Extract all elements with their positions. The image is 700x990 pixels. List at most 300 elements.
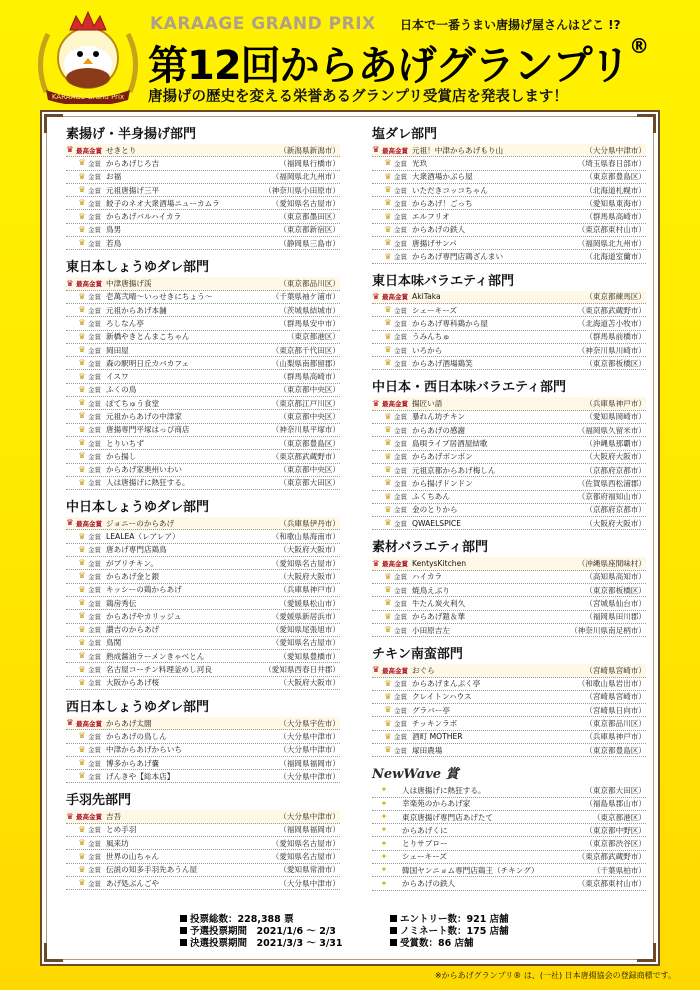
top-gold-badge: [66, 279, 106, 288]
shop-location: （愛知県尾張旭市）: [271, 625, 340, 635]
gold-badge: [372, 746, 412, 755]
badge-label: 金賞: [394, 333, 407, 342]
winner-row: [372, 864, 646, 877]
winner-row: [372, 811, 646, 824]
badge-label: 金賞: [394, 306, 407, 315]
trophy-icon: ♛: [66, 518, 74, 528]
winner-row: [372, 824, 646, 837]
subtitle-jp: 日本で一番うまい唐揚げ屋さんはどこ !?: [400, 18, 621, 32]
crown-icon: ♛: [384, 598, 392, 608]
winner-row: [66, 450, 340, 463]
winner-row: [66, 650, 340, 663]
shop-location: （東京都港区）: [592, 812, 646, 822]
crown-icon: ♛: [78, 371, 86, 381]
crown-icon: ♛: [384, 318, 392, 328]
top-gold-badge: [372, 666, 412, 675]
badge-label: 最高金賞: [76, 146, 102, 155]
shop-location: （千葉県柏市）: [592, 865, 646, 875]
crown-icon: ♛: [78, 731, 86, 741]
badge-label: 金賞: [394, 466, 407, 475]
shop-location: （福岡県北九州市）: [271, 172, 340, 182]
winner-row: [372, 304, 646, 317]
shop-name: 熟成醤油ラーメンきゃべとん: [106, 651, 205, 661]
gold-badge: [372, 439, 412, 448]
badge-label: 金賞: [88, 412, 101, 421]
gold-badge: [372, 679, 412, 688]
crown-icon: ♛: [384, 251, 392, 261]
shop-name: 元祖からあげ本舗: [106, 305, 167, 315]
winner-row: [372, 477, 646, 490]
shop-name: 島唄ライブ居酒屋結歌: [412, 438, 488, 448]
shop-name: 中津唐揚げ渓: [106, 279, 152, 289]
winner-row: [66, 864, 340, 877]
shop-location: （兵庫県神戸市）: [585, 732, 646, 742]
shop-location: （神奈川県川崎市）: [577, 345, 646, 355]
shop-name: 大衆酒場かぶら屋: [412, 172, 473, 182]
shop-name: 小田原吉左: [412, 625, 450, 635]
shop-name: からあげ！ごっち: [412, 198, 473, 208]
gold-badge: [66, 478, 106, 487]
crown-icon: ♛: [384, 691, 392, 701]
shop-name: ぽてちゅう食堂: [106, 398, 160, 408]
award-category: [372, 273, 646, 371]
badge-label: 金賞: [394, 680, 407, 689]
badge-label: 最高金賞: [76, 813, 102, 822]
shop-name: 壱萬弐晴～いっせきにちょう～: [106, 292, 213, 302]
winner-row: [372, 704, 646, 717]
shop-name: 伝説の知多手羽先あうん屋: [106, 865, 198, 875]
award-category: [372, 646, 646, 757]
left-column: [66, 126, 340, 899]
newwave-badge: [372, 800, 402, 808]
top-gold-badge: [66, 519, 106, 528]
shop-name: KentysKitchen: [412, 559, 467, 569]
gold-badge: [66, 612, 106, 621]
winner-row: [66, 370, 340, 383]
shop-location: （東京都中央区）: [279, 465, 340, 475]
crown-icon: ♛: [384, 718, 392, 728]
newwave-badge: [372, 813, 402, 821]
shop-name: からあげくに: [402, 825, 448, 835]
winner-row: [372, 291, 646, 304]
winner-row: [66, 410, 340, 423]
star-icon: ✦: [380, 812, 388, 822]
gold-badge: [66, 532, 106, 541]
trophy-icon: ♛: [372, 291, 380, 301]
crown-icon: ♛: [78, 158, 86, 168]
gold-badge: [66, 199, 106, 208]
shop-name: からあげ酒場鶏笑: [412, 358, 473, 368]
shop-name: からあげ鎧＆華: [412, 612, 466, 622]
badge-label: 金賞: [394, 506, 407, 515]
page-title: [148, 34, 648, 91]
category-title: NewWave 賞: [372, 767, 459, 783]
shop-location: （東京都中央区）: [279, 385, 340, 395]
shop-location: （大分県中津市）: [279, 771, 340, 781]
shop-location: （東京都千代田区）: [271, 345, 340, 355]
shop-name: あげ処ぶんごや: [106, 878, 160, 888]
winner-row: [66, 331, 340, 344]
winner-row: [66, 277, 340, 290]
crown-icon: ♛: [384, 425, 392, 435]
winner-row: [372, 504, 646, 517]
award-category: [66, 126, 340, 250]
shop-name: ジョニーのからあげ: [106, 518, 175, 528]
gold-badge: [66, 385, 106, 394]
shop-name: お福: [106, 172, 122, 182]
gold-badge: [372, 412, 412, 421]
winner-row: [372, 744, 646, 757]
shop-location: （大分県中津市）: [585, 145, 646, 155]
gold-badge: [372, 572, 412, 581]
shop-location: （大阪府大阪市）: [585, 518, 646, 528]
shop-name: 東京唐揚げ専門店あげたて: [402, 812, 494, 822]
crown-icon: ♛: [78, 544, 86, 554]
crown-icon: ♛: [78, 451, 86, 461]
crown-icon: ♛: [384, 305, 392, 315]
shop-location: （東京都東村山市）: [577, 879, 646, 888]
crown-icon: ♛: [78, 411, 86, 421]
award-category: [372, 126, 646, 264]
gold-badge: [372, 186, 412, 195]
shop-location: （東京都板橋区）: [585, 585, 646, 595]
trophy-icon: ♛: [372, 665, 380, 675]
badge-label: 金賞: [394, 226, 407, 235]
winner-row: [66, 224, 340, 237]
winner-row: [372, 197, 646, 210]
badge-label: 金賞: [88, 186, 101, 195]
shop-location: （愛知県岡崎市）: [585, 412, 646, 422]
award-category: [372, 379, 646, 530]
shop-name: 牛たん炭火利久: [412, 598, 466, 608]
winner-row: [372, 597, 646, 610]
shop-location: （愛知県名古屋市）: [271, 198, 340, 208]
winner-row: [66, 344, 340, 357]
winner-row: [66, 384, 340, 397]
crown-icon: ♛: [78, 305, 86, 315]
gold-badge: [372, 626, 412, 635]
winner-row: [372, 451, 646, 464]
winner-row: [66, 197, 340, 210]
shop-name: とりサブロー: [402, 839, 448, 849]
crown-icon: ♛: [78, 611, 86, 621]
crown-icon: ♛: [384, 465, 392, 475]
winner-row: [372, 224, 646, 237]
trophy-icon: ♛: [66, 145, 74, 155]
shop-location: （群馬県高崎市）: [279, 372, 340, 382]
trademark-note: ※からあげグランプリ® は、(一社) 日本唐揚協会の登録商標です。: [434, 971, 676, 980]
shop-location: （神奈川県小田原市）: [264, 185, 340, 195]
shop-name: ふくちあん: [412, 492, 450, 502]
shop-name: 鳥男: [106, 225, 122, 235]
shop-name: から揚げドンドン: [412, 478, 473, 488]
tagline: 唐揚げの歴史を変える栄誉あるグランプリ受賞店を発表します！: [148, 89, 568, 105]
shop-location: （高知県高知市）: [585, 572, 646, 582]
shop-name: 鳥関: [106, 638, 122, 648]
crown-icon: ♛: [78, 677, 86, 687]
badge-label: 金賞: [88, 452, 101, 461]
newwave-badge: [372, 826, 402, 834]
shop-name: シェーキーズ: [402, 852, 448, 862]
gold-badge: [66, 239, 106, 248]
crown-icon: ♛: [384, 625, 392, 635]
shop-name: 大阪からあげ桜: [106, 678, 160, 688]
shop-name: からあげ金と銀: [106, 571, 160, 581]
shop-location: （東京都中央区）: [279, 411, 340, 421]
gold-badge: [66, 452, 106, 461]
winner-row: [66, 357, 340, 370]
shop-location: （群馬県安中市）: [279, 318, 340, 328]
gold-badge: [372, 692, 412, 701]
crown-icon: ♛: [78, 331, 86, 341]
shop-name: からあげじろ吉: [106, 158, 160, 168]
gold-badge: [66, 825, 106, 834]
badge-label: 金賞: [88, 572, 101, 581]
shop-name: 森の駅明日丘カバカフェ: [106, 358, 190, 368]
crown-icon: ♛: [78, 624, 86, 634]
shop-name: からあげの鉄人: [412, 225, 466, 235]
nominee-count: ノミネート数：175 店舗: [400, 926, 509, 937]
shop-location: （京都府京都市）: [585, 465, 646, 475]
newwave-badge: [372, 786, 402, 794]
crown-icon: ♛: [78, 477, 86, 487]
newwave-badge: [372, 853, 402, 861]
crown-icon: ♛: [78, 424, 86, 434]
winner-row: [372, 571, 646, 584]
shop-name: からあげの鉄人: [402, 879, 456, 888]
gold-badge: [372, 225, 412, 234]
crown-icon: ♛: [78, 571, 86, 581]
shop-name: いただきコッコちゃん: [412, 185, 488, 195]
winner-count: 受賞数：86 店舗: [400, 938, 474, 949]
shop-name: ふくの鳥: [106, 385, 137, 395]
shop-name: 風来坊: [106, 838, 129, 848]
shop-location: （北海道札幌市）: [585, 185, 646, 195]
badge-label: 金賞: [88, 559, 101, 568]
crown-icon: ♛: [384, 171, 392, 181]
winner-row: [372, 837, 646, 850]
shop-location: （沖縄県座間味村）: [577, 559, 646, 569]
badge-label: 金賞: [88, 466, 101, 475]
shop-name: キッシーの鶏からあげ: [106, 585, 182, 595]
gold-badge: [66, 839, 106, 848]
shop-location: （愛知県名古屋市）: [271, 852, 340, 861]
shop-location: （愛媛県松山市）: [279, 598, 340, 608]
gold-badge: [372, 599, 412, 608]
star-icon: ✦: [380, 878, 388, 888]
gold-badge: [372, 612, 412, 621]
category-title: 素揚げ・半身揚げ部門: [66, 127, 197, 142]
crown-icon: ♛: [78, 651, 86, 661]
winner-row: [372, 611, 646, 624]
badge-label: 金賞: [394, 693, 407, 702]
badge-label: 最高金賞: [382, 666, 408, 675]
results-panel: [40, 110, 660, 966]
crown-icon: ♛: [78, 358, 86, 368]
shop-name: イスワ: [106, 372, 129, 382]
shop-name: からあげ太閤: [106, 718, 152, 728]
badge-label: 金賞: [394, 346, 407, 355]
category-title: 西日本しょうゆダレ部門: [66, 699, 210, 715]
award-category: [372, 539, 646, 637]
title-text: 第12回からあげグランプリ: [148, 43, 630, 89]
winner-row: [372, 397, 646, 410]
gold-badge: [372, 252, 412, 261]
gold-badge: [66, 559, 106, 568]
crown-icon: ♛: [78, 531, 86, 541]
winner-row: [66, 810, 340, 823]
shop-location: （福岡県田川郡）: [585, 612, 646, 622]
shop-name: 元祖唐揚げ三平: [106, 185, 160, 195]
badge-label: 金賞: [88, 879, 101, 888]
winner-row: [66, 144, 340, 157]
shop-location: （兵庫県神戸市）: [585, 399, 646, 409]
badge-label: 金賞: [394, 439, 407, 448]
shop-location: （東京都渋谷区）: [585, 839, 646, 849]
gold-badge: [66, 439, 106, 448]
shop-name: 金のとりから: [412, 505, 458, 515]
trophy-icon: ♛: [372, 145, 380, 155]
shop-location: （山梨県南都留郡）: [271, 358, 340, 368]
shop-name: からあげやカリッジュ: [106, 611, 182, 621]
shop-name: AkiTaka: [412, 292, 441, 302]
shop-location: （大阪府大阪市）: [279, 571, 340, 581]
crown-icon: ♛: [78, 637, 86, 647]
winner-row: [372, 877, 646, 890]
badge-label: 金賞: [88, 213, 101, 222]
shop-location: （兵庫県伊丹市）: [279, 518, 340, 528]
badge-label: 金賞: [88, 199, 101, 208]
shop-location: （京都府福知山市）: [577, 492, 646, 502]
crown-icon: ♛: [384, 438, 392, 448]
crown-icon: ♛: [384, 211, 392, 221]
gold-badge: [372, 306, 412, 315]
gold-badge: [66, 372, 106, 381]
crown-icon: ♛: [78, 838, 86, 848]
gold-badge: [66, 225, 106, 234]
gold-badge: [372, 346, 412, 355]
gold-badge: [372, 212, 412, 221]
winner-row: [372, 557, 646, 570]
shop-name: とめ手羽: [106, 825, 137, 835]
category-title: 中日本しょうゆダレ部門: [66, 500, 210, 516]
shop-location: （佐賀県西松浦郡）: [577, 478, 646, 488]
crown-icon: ♛: [384, 731, 392, 741]
shop-location: （東京都江戸川区）: [271, 398, 340, 408]
badge-label: 金賞: [88, 159, 101, 168]
shop-location: （大分県中津市）: [279, 878, 340, 888]
badge-label: 金賞: [394, 613, 407, 622]
shop-location: （新潟県新潟市）: [279, 145, 340, 155]
shop-name: からあげ専科鶏から屋: [412, 318, 488, 328]
badge-label: 金賞: [394, 159, 407, 168]
winner-row: [372, 184, 646, 197]
top-gold-badge: [66, 719, 106, 728]
crown-icon: ♛: [384, 358, 392, 368]
winner-row: [66, 850, 340, 863]
badge-label: 金賞: [394, 706, 407, 715]
star-icon: ✦: [380, 785, 388, 795]
winner-row: [372, 250, 646, 263]
shop-location: （東京都板橋区）: [585, 358, 646, 368]
winner-row: [66, 757, 340, 770]
star-icon: ✦: [380, 865, 388, 875]
category-title: 中日本・西日本味バラエティ部門: [372, 380, 566, 396]
award-category: [66, 499, 340, 690]
crown-icon: ♛: [384, 705, 392, 715]
shop-name: 名古屋コーチン料理釜めし河良: [106, 665, 212, 675]
shop-location: （東京都品川区）: [279, 279, 340, 289]
crown-icon: ♛: [78, 398, 86, 408]
category-title: 東日本しょうゆダレ部門: [66, 260, 210, 276]
winner-row: [372, 171, 646, 184]
gold-badge: [372, 719, 412, 728]
shop-name: 酒町 MOTHER: [412, 732, 463, 742]
gold-badge: [372, 519, 412, 528]
crown-icon: ♛: [78, 171, 86, 181]
shop-location: （群馬県前橋市）: [585, 332, 646, 342]
shop-location: （宮城県仙台市）: [585, 598, 646, 608]
shop-name: からあげの感謝: [412, 425, 466, 435]
gold-badge: [66, 879, 106, 888]
badge-label: 金賞: [88, 306, 101, 315]
prelim-period: 予選投票期間 2021/1/6 ～ 2/3: [190, 926, 336, 937]
badge-label: 金賞: [88, 826, 101, 835]
shop-location: （愛知県常滑市）: [279, 865, 340, 875]
top-gold-badge: [372, 146, 412, 155]
winner-row: [372, 344, 646, 357]
badge-label: 金賞: [88, 746, 101, 755]
winner-row: [372, 237, 646, 250]
category-title: 手羽先部門: [66, 793, 132, 809]
shop-location: （福島県郡山市）: [585, 799, 646, 809]
winner-row: [372, 798, 646, 811]
winner-row: [66, 744, 340, 757]
shop-name: 人は唐揚げに熱狂する。: [106, 478, 190, 488]
shop-location: （東京都新宿区）: [279, 225, 340, 235]
shop-location: （東京都港区）: [286, 332, 340, 342]
gold-badge: [372, 479, 412, 488]
shop-location: （東京都墨田区）: [279, 212, 340, 222]
shop-location: （神奈川県南足柄市）: [570, 625, 646, 635]
winner-row: [66, 184, 340, 197]
shop-name: 博多からあげ嚢: [106, 758, 160, 768]
shop-location: （宮崎県日向市）: [585, 705, 646, 715]
winner-row: [372, 144, 646, 157]
gold-badge: [66, 172, 106, 181]
shop-location: （愛媛県新居浜市）: [271, 611, 340, 621]
crown-icon: ♛: [384, 504, 392, 514]
crown-icon: ♛: [78, 664, 86, 674]
star-icon: ✦: [380, 851, 388, 861]
newwave-badge: [372, 866, 402, 874]
gold-badge: [372, 199, 412, 208]
trophy-icon: ♛: [372, 398, 380, 408]
badge-label: 金賞: [88, 732, 101, 741]
shop-location: （兵庫県神戸市）: [279, 585, 340, 595]
newwave-badge: [372, 880, 402, 888]
shop-location: （沖縄県那覇市）: [585, 438, 646, 448]
winner-row: [66, 517, 340, 530]
winner-row: [66, 597, 340, 610]
award-category: [66, 259, 340, 490]
crown-icon: ♛: [384, 451, 392, 461]
gold-badge: [66, 306, 106, 315]
gold-badge: [372, 706, 412, 715]
crown-icon: ♛: [78, 185, 86, 195]
badge-label: 金賞: [394, 733, 407, 742]
shop-name: 塚田農場: [412, 745, 443, 755]
